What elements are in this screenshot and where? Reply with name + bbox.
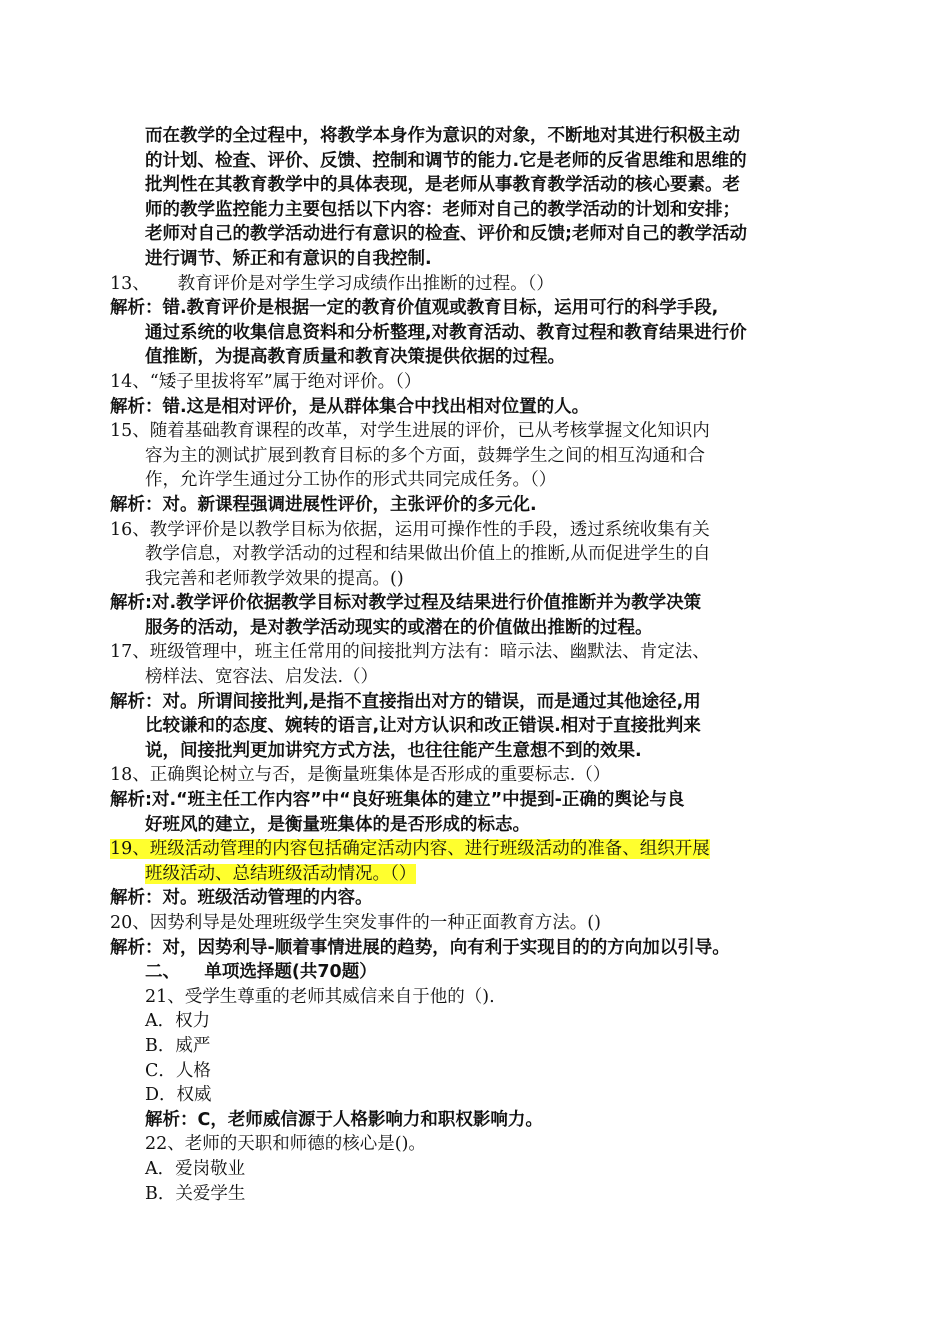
question-text: 21、受学生尊重的老师其威信来自于他的（). (145, 986, 495, 1007)
section-heading (145, 960, 825, 985)
question-text: 16、教学评价是以教学目标为依据，运用可操作性的手段，透过系统收集有关 (110, 519, 710, 540)
question-19-highlighted (110, 837, 825, 886)
option-b: B．威严 (145, 1035, 211, 1056)
answer-text: 好班风的建立，是衡量班集体的是否形成的标志。 (145, 814, 530, 835)
answer-13 (110, 296, 825, 370)
answer-16 (110, 591, 825, 640)
question-text: 教学信息，对教学活动的过程和结果做出价值上的推断,从而促进学生的自 (145, 544, 711, 565)
answer-text: 解析：对，因势利导-顺着事情进展的趋势，向有利于实现目的的方向加以引导。 (110, 937, 730, 958)
answer-15 (110, 493, 825, 518)
answer-20 (110, 936, 825, 961)
text-line: 师的教学监控能力主要包括以下内容：老师对自己的教学活动的计划和安排； (145, 199, 740, 220)
answer-19 (110, 886, 825, 911)
answer-text: 通过系统的收集信息资料和分析整理,对教育活动、教育过程和教育结果进行价 (145, 322, 747, 343)
question-17 (110, 640, 825, 689)
option-d: D．权威 (145, 1085, 212, 1106)
question-22 (145, 1132, 825, 1206)
question-text: 17、班级管理中，班主任常用的间接批判方法有：暗示法、幽默法、肯定法、 (110, 642, 710, 663)
page-content (110, 124, 825, 1206)
answer-text: 解析：对。新课程强调进展性评价，主张评价的多元化. (110, 494, 537, 515)
question-text: 22、老师的天职和师德的核心是()。 (145, 1134, 426, 1155)
question-text: 18、正确舆论树立与否，是衡量班集体是否形成的重要标志.（） (110, 765, 611, 786)
question-14 (110, 370, 825, 395)
answer-text: 解析:对.“班主任工作内容”中“良好班集体的建立”中提到-正确的舆论与良 (110, 790, 685, 811)
question-text: 15、随着基础教育课程的改革，对学生进展的评价，已从考核掌握文化知识内 (110, 421, 710, 442)
answer-text: 解析：错.教育评价是根据一定的教育价值观或教育目标，运用可行的科学手段, (110, 298, 719, 319)
answer-text: 比较谦和的态度、婉转的语言,让对方认识和改正错误.相对于直接批判来 (145, 716, 701, 737)
question-text: 19、班级活动管理的内容包括确定活动内容、进行班级活动的准备、组织开展 (110, 839, 710, 860)
answer-text: 解析：错.这是相对评价，是从群体集合中找出相对位置的人。 (110, 396, 590, 417)
option-c: C．人格 (145, 1060, 211, 1081)
answer-text: 解析:对.教学评价依据教学目标对教学过程及结果进行价值推断并为教学决策 (110, 593, 702, 614)
highlighted-line (145, 862, 825, 887)
option-a: A．爱岗敬业 (145, 1158, 246, 1179)
highlighted-line (110, 837, 825, 862)
text-line: 进行调节、矫正和有意识的自我控制. (145, 248, 432, 269)
text-line: 老师对自己的教学活动进行有意识的检查、评价和反馈;老师对自己的教学活动 (145, 224, 747, 245)
answer-21 (145, 1108, 825, 1133)
answer-text: 解析：对。班级活动管理的内容。 (110, 888, 373, 909)
question-text: 我完善和老师教学效果的提高。() (145, 568, 404, 589)
question-text: 榜样法、宽容法、启发法.（） (145, 667, 379, 688)
answer-text: 解析：对。所谓间接批判,是指不直接指出对方的错误，而是通过其他途径,用 (110, 691, 701, 712)
question-text: 20、因势利导是处理班级学生突发事件的一种正面教育方法。() (110, 913, 601, 933)
answer-18 (110, 788, 825, 837)
question-18 (110, 763, 825, 788)
question-text: 作，允许学生通过分工协作的形式共同完成任务。（） (145, 470, 557, 491)
answer-text: 服务的活动，是对教学活动现实的或潜在的价值做出推断的过程。 (145, 617, 653, 638)
question-text: 班级活动、总结班级活动情况。（） (145, 863, 417, 884)
intro-paragraph (145, 124, 825, 272)
question-text: 容为主的测试扩展到教育目标的多个方面，鼓舞学生之间的相互沟通和合 (145, 445, 705, 466)
question-15 (110, 419, 825, 493)
answer-text: 说，间接批判更加讲究方式方法，也往往能产生意想不到的效果. (145, 740, 642, 761)
question-text: 14、“矮子里拔将军”属于绝对评价。（） (110, 371, 422, 392)
option-a: A．权力 (145, 1011, 211, 1032)
question-16 (110, 518, 825, 592)
option-b: B．关爱学生 (145, 1183, 246, 1204)
answer-17 (110, 690, 825, 764)
answer-text: 解析：C，老师威信源于人格影响力和职权影响力。 (145, 1109, 543, 1130)
question-text: 13、 教育评价是对学生学习成绩作出推断的过程。（） (110, 273, 554, 294)
answer-text: 值推断，为提高教育质量和教育决策提供依据的过程。 (145, 347, 565, 368)
text-line: 批判性在其教育教学中的具体表现，是老师从事教育教学活动的核心要素。老 (145, 175, 740, 196)
question-13 (110, 272, 825, 297)
section-title: 二、 单项选择题(共70题） (145, 962, 377, 983)
question-21 (145, 985, 825, 1108)
answer-14 (110, 395, 825, 420)
question-20 (110, 911, 825, 936)
text-line: 而在教学的全过程中，将教学本身作为意识的对象，不断地对其进行积极主动 (145, 126, 740, 146)
text-line: 的计划、检查、评价、反馈、控制和调节的能力.它是老师的反省思维和思维的 (145, 150, 747, 171)
